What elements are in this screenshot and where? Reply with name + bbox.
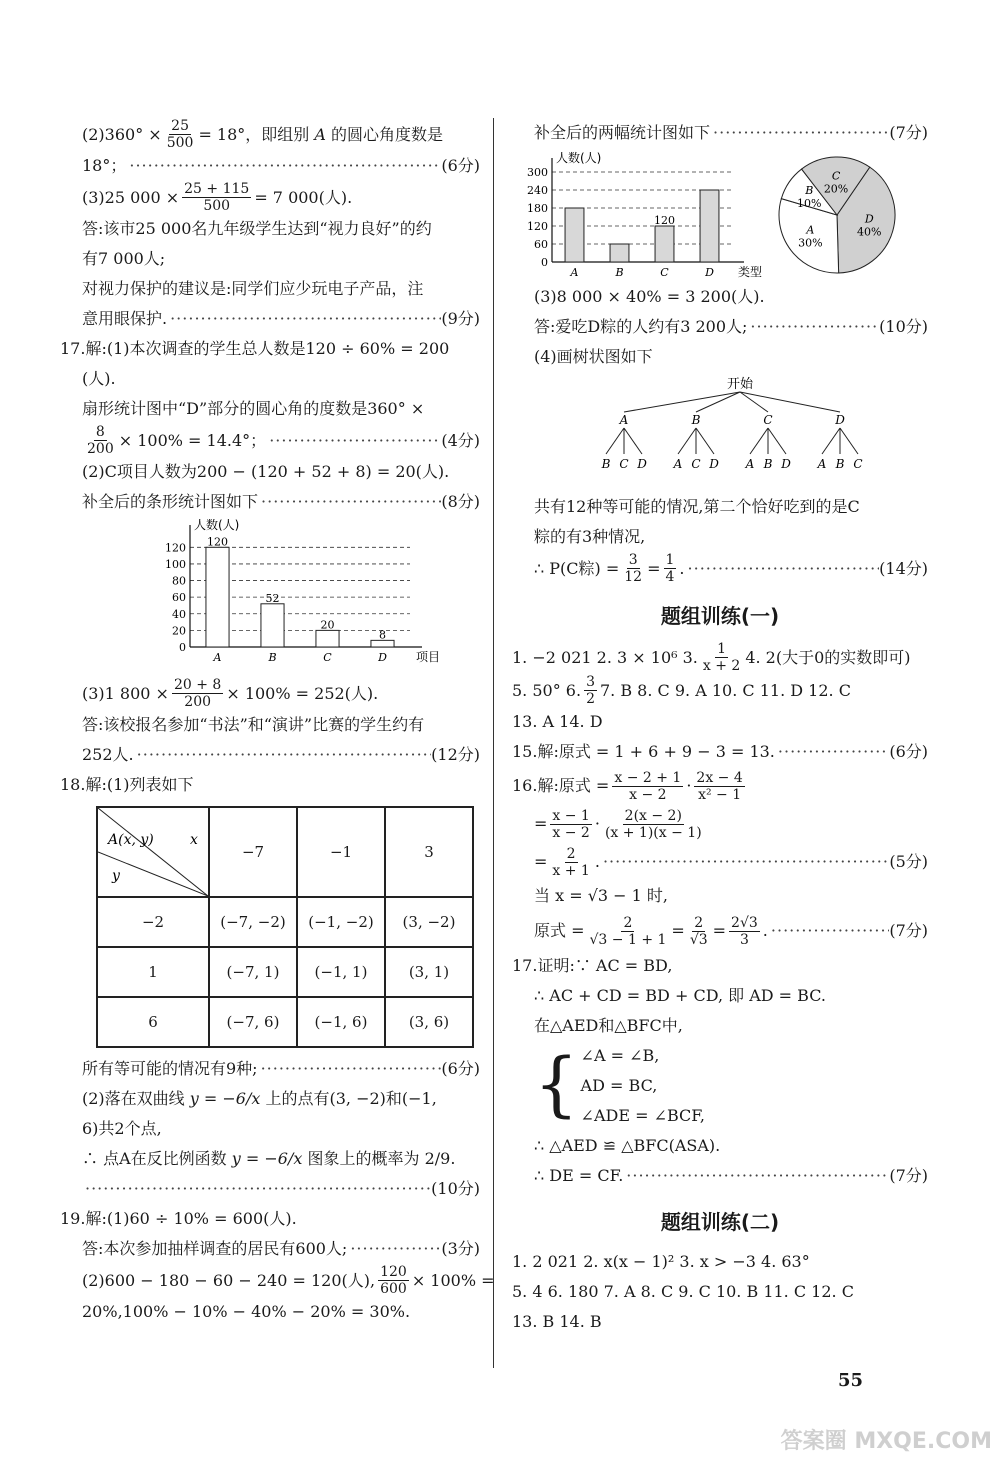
proof-line: 17.证明:∵ AC = BD, <box>512 956 673 975</box>
fraction: $\frac{x - 2 + 1}{x - 2}$ <box>614 769 682 803</box>
fraction: $\frac{2x - 4}{\text{x² − 1}}$ <box>696 769 743 803</box>
x-tick-label: B <box>268 651 277 664</box>
answer-line: 13. A 14. D <box>512 712 603 731</box>
watermark-logo: 答案圈 MXQE.COM <box>780 1429 992 1454</box>
text-line: 扇形统计图中“D”部分的圆心角的度数是360° × <box>82 399 425 418</box>
pie-label: C <box>831 169 841 183</box>
data-label: 52 <box>265 591 280 605</box>
tree-root: 开始 <box>726 377 754 392</box>
text-line: 补全后的条形统计图如下 ····· (8分) <box>60 487 480 517</box>
table-cell: (3, −2) <box>385 897 473 947</box>
text-line: (4)画树状图如下 <box>534 347 653 366</box>
text-line: (2)落在双曲线 y = −6/x 上的点有(3, −2)和(−1, <box>60 1084 480 1114</box>
fraction: $\frac{2}{√3 - 1 + 1}$ <box>589 914 667 948</box>
fraction: $\frac{2}{x + 1}$ <box>552 845 590 879</box>
text-line: 粽的有3种情况, <box>534 527 646 546</box>
bar-chart-svg <box>512 150 772 280</box>
chart-row <box>512 150 928 280</box>
text-line: 252人. ····· (12分) <box>60 740 480 770</box>
text-line: (2)C项目人数为200 − (120 + 52 + 8) = 20(人). <box>82 462 450 481</box>
row-header: 6 <box>97 997 209 1047</box>
text-line: 6)共2个点, <box>82 1119 162 1138</box>
fraction: $\frac{2(x - 2)}{(x + 1)(x - 1)}$ <box>604 807 702 841</box>
y-tick-label: 80 <box>172 574 186 588</box>
bar-B <box>610 244 629 262</box>
tree-branch <box>840 428 858 454</box>
text-line: (3)25 000 × $\frac{25 + 115}{500}$ = 7 000(人). <box>82 181 353 214</box>
pie-percent: 10% <box>797 197 822 211</box>
x-tick-label: B <box>615 266 624 279</box>
text-line: 20%,100% − 10% − 40% − 20% = 30%. <box>82 1302 411 1321</box>
tree-leaf: A <box>673 457 683 471</box>
equation: y = −6/x <box>189 1089 261 1108</box>
text-line: $\frac{8}{200}$ × 100% = 14.4°； ····· (4分) <box>60 424 480 457</box>
data-label: 120 <box>207 535 228 549</box>
pie-label: A <box>806 223 815 237</box>
tree-leaf: C <box>619 457 629 471</box>
question-19: 19.解:(1)60 ÷ 10% = 600(人). <box>60 1209 297 1228</box>
text-line: 共有12种等可能的情况,第二个恰好吃到的是C <box>534 497 860 516</box>
bar-C <box>316 630 339 647</box>
proof-line: AD = BC, <box>580 1076 658 1095</box>
row-header: −2 <box>97 897 209 947</box>
tree-leaf: A <box>817 457 827 471</box>
y-tick-label: 240 <box>527 184 548 197</box>
answer-line: 5. 50° 6. $\frac{3}{2}$ 7. B 8. C 9. A 10. C 11. D 12. C <box>512 674 851 707</box>
x-tick-label: D <box>705 266 714 279</box>
tree-branch <box>750 428 768 454</box>
tree-branch <box>696 392 740 412</box>
question-18: 18.解:(1)列表如下 <box>60 775 194 794</box>
text-line: (2)360° × $\frac{25}{500}$ = 18°，即组别 A 的圆心角度数是 <box>82 118 444 151</box>
tree-leaf: C <box>691 457 701 471</box>
x-tick-label: D <box>378 651 387 664</box>
y-axis-title: 人数(人) <box>194 519 240 532</box>
table-cell: (−1, −2) <box>297 897 385 947</box>
tree-branch <box>740 392 840 412</box>
column-header: −7 <box>209 807 297 897</box>
fraction: $\frac{25}{500}$ <box>166 118 194 151</box>
proof-system <box>512 1041 928 1131</box>
fraction: $\frac{20 + 8}{200}$ <box>173 677 222 710</box>
text-line: ∴ 点A在反比例函数 y = −6/x 图象上的概率为 2/9 . <box>60 1144 480 1174</box>
x-tick-label: A <box>570 266 579 279</box>
text-line: 意用眼保护. ····· (9分) <box>60 304 480 334</box>
fraction: $\frac{2√3}{3}$ <box>731 914 758 948</box>
pie-percent: 30% <box>798 236 823 250</box>
fraction: $\frac{2}{√3}$ <box>689 914 708 948</box>
bar-B <box>261 604 284 647</box>
fraction: $\frac{3}{12}$ <box>624 552 643 585</box>
proof-line: ∴ AC + CD = BD + CD, 即 AD = BC. <box>534 986 826 1005</box>
y-tick-label: 60 <box>172 591 186 605</box>
text-line: 对视力保护的建议是:同学们应少玩电子产品，注 <box>82 279 424 298</box>
table-row <box>97 897 473 947</box>
column-divider <box>493 118 494 1368</box>
pie-label: D <box>864 212 874 226</box>
probability: 2/9 <box>424 1149 451 1168</box>
table-cell: (−7, −2) <box>209 897 297 947</box>
tree-leaf: C <box>853 457 863 471</box>
column-header: 3 <box>385 807 473 897</box>
page-number: 55 <box>838 1370 864 1391</box>
fraction: $\frac{1}{x + 2}$ <box>702 641 741 674</box>
y-tick-label: 120 <box>165 541 186 555</box>
tree-leaf: B <box>763 457 773 471</box>
left-column <box>60 118 495 1327</box>
table-cell: (−1, 6) <box>297 997 385 1047</box>
proof-line: 在△AED和△BFC中, <box>534 1016 683 1035</box>
tree-branch <box>624 428 642 454</box>
row-header: 1 <box>97 947 209 997</box>
tree-leaf: D <box>781 457 791 471</box>
table-cell: (−1, 1) <box>297 947 385 997</box>
x-tick-label: C <box>660 266 669 279</box>
answer-line: = $\frac{2}{x + 1}$ . ····· (5分) <box>512 843 928 881</box>
answer-line: 1. −2 021 2. 3 × 10⁶ 3. $\frac{1}{x + 2}$ 4. 2(大于0的实数即可) <box>512 641 911 674</box>
tree-leaf: B <box>601 457 611 471</box>
tree-branch <box>624 392 740 412</box>
coordinate-table <box>96 806 474 1048</box>
text-line: (人). <box>82 369 116 388</box>
bar-A <box>206 547 229 647</box>
bar-D <box>700 190 719 262</box>
y-tick-label: 60 <box>534 238 548 251</box>
proof-line: ∴ DE = CF. ····· (7分) <box>512 1161 928 1191</box>
x-tick-label: A <box>213 651 222 664</box>
text-line: (3)8 000 × 40% = 3 200(人). <box>534 287 765 306</box>
table-cell: (−7, 1) <box>209 947 297 997</box>
tree-branch <box>768 428 786 454</box>
x-axis-title: 类型 <box>738 265 763 279</box>
right-column <box>512 118 928 1337</box>
text-line: ····· (10分) <box>60 1174 480 1204</box>
tree-leaf: B <box>835 457 845 471</box>
table-cell: (3, 6) <box>385 997 473 1047</box>
tree-diagram <box>512 372 928 482</box>
text-line: (3)1 800 × $\frac{20 + 8}{200}$ × 100% = 252(人). <box>82 677 379 710</box>
text-line: 答:本次参加抽样调查的居民有600人; ····· (3分) <box>60 1234 480 1264</box>
question-17: 17.解:(1)本次调查的学生总人数是120 ÷ 60% = 200 <box>60 339 450 358</box>
answer-line: 15.解:原式 = 1 + 6 + 9 − 3 = 13. ····· (6分) <box>512 737 928 767</box>
text-line: 所有等可能的情况有9种; ····· (6分) <box>60 1054 480 1084</box>
answer-line: 13. B 14. B <box>512 1312 602 1331</box>
bar-chart-q17 <box>60 519 480 675</box>
svg-text:x: x <box>190 832 198 848</box>
text-line: 18°； ····· (6分) <box>60 151 480 181</box>
y-tick-label: 100 <box>165 557 186 571</box>
bar-A <box>565 208 584 262</box>
fraction: $\frac{x - 1}{x - 2}$ <box>552 807 590 841</box>
equation: y = −6/x <box>231 1149 303 1168</box>
tree-node-C: C <box>763 413 773 427</box>
text-line: 答:该校报名参加“书法”和“演讲”比赛的学生约有 <box>82 715 425 734</box>
y-tick-label: 0 <box>179 641 186 654</box>
tree-node-A: A <box>619 413 629 427</box>
answer-line: 5. 4 6. 180 7. A 8. C 9. C 10. B 11. C 12. C <box>512 1282 854 1301</box>
fraction: $\frac{1}{4}$ <box>665 552 675 585</box>
y-axis-title: 人数(人) <box>556 151 602 165</box>
proof-line: ∠ADE = ∠BCF, <box>580 1106 705 1125</box>
fraction: $\frac{8}{200}$ <box>87 424 114 457</box>
tree-branch <box>678 428 696 454</box>
text-line: 补全后的两幅统计图如下 ····· (7分) <box>512 118 928 148</box>
y-tick-label: 120 <box>527 220 548 233</box>
fraction: $\frac{3}{2}$ <box>586 674 595 707</box>
fraction: $\frac{25 + 115}{500}$ <box>184 181 250 214</box>
answer-line: 1. 2 021 2. x(x − 1)² 3. x > −3 4. 63° <box>512 1252 810 1271</box>
tree-leaf: A <box>745 457 755 471</box>
pie-chart-svg <box>772 150 902 280</box>
svg-text:y: y <box>112 868 120 884</box>
y-tick-label: 180 <box>527 202 548 215</box>
text-line: ∴ P(C粽) = $\frac{3}{12}$ = $\frac{1}{4}$ . ····· (14分) <box>512 552 928 585</box>
table-header-row <box>97 807 473 897</box>
x-axis-title: 项目 <box>416 650 440 664</box>
table-row <box>97 997 473 1047</box>
tree-branch <box>696 428 714 454</box>
text-line: 答:该市25 000名九年级学生达到“视力良好”的约 <box>82 219 432 238</box>
answer-line: 16.解:原式 = $\frac{x - 2 + 1}{x - 2}$ · $\frac{2x - 4}{\text{x² − 1}}$ <box>512 769 743 803</box>
bar-chart-svg <box>160 519 440 665</box>
text-line: (2)600 − 180 − 60 − 240 = 120(人), $\frac{120}{600}$ × 100% = <box>82 1264 495 1297</box>
diagonal-header-cell <box>97 807 209 897</box>
proof-line: ∠A = ∠B, <box>580 1046 660 1065</box>
svg-text:A(x, y): A(x, y) <box>108 832 154 848</box>
data-label: 120 <box>654 214 675 227</box>
pie-label: B <box>805 184 814 198</box>
y-tick-label: 0 <box>541 256 548 269</box>
tree-leaf: D <box>637 457 647 471</box>
fraction: $\frac{120}{600}$ <box>380 1264 407 1297</box>
tree-branch <box>822 428 840 454</box>
data-label: 20 <box>320 618 335 632</box>
pie-percent: 40% <box>857 225 882 239</box>
answer-line: = $\frac{x - 1}{x - 2}$ · $\frac{2(x - 2)}{(x + 1)(x - 1)}$ <box>534 807 702 841</box>
tree-branch <box>606 428 624 454</box>
bar-C <box>655 226 674 262</box>
table-cell: (−7, 6) <box>209 997 297 1047</box>
x-tick-label: C <box>323 651 332 664</box>
pie-percent: 20% <box>823 182 849 196</box>
y-tick-label: 300 <box>527 166 548 179</box>
table-cell: (3, 1) <box>385 947 473 997</box>
text-line: 有7 000人; <box>82 249 166 268</box>
left-brace: { <box>534 1043 579 1125</box>
tree-leaf: D <box>709 457 719 471</box>
proof-line: ∴ △AED ≌ △BFC(ASA). <box>534 1136 721 1155</box>
data-label: 8 <box>379 628 386 642</box>
text-line: 答:爱吃D粽的人约有3 200人; ····· (10分) <box>512 312 928 342</box>
column-header: −1 <box>297 807 385 897</box>
table-row <box>97 947 473 997</box>
section-heading-1: 题组训练(一) <box>660 604 780 628</box>
answer-line: 原式 = $\frac{2}{√3 - 1 + 1}$ = $\frac{2}{√3}$ = $\frac{2√3}{3}$ . ····· (7分) <box>512 911 928 951</box>
var-a: A <box>314 124 326 144</box>
tree-node-B: B <box>691 413 701 427</box>
answer-line: 当 x = √3 − 1 时, <box>534 886 668 905</box>
section-heading-2: 题组训练(二) <box>660 1210 780 1234</box>
y-tick-label: 20 <box>172 624 186 638</box>
diagonal-lines <box>98 808 208 896</box>
tree-node-D: D <box>835 413 845 427</box>
y-tick-label: 40 <box>172 607 186 621</box>
